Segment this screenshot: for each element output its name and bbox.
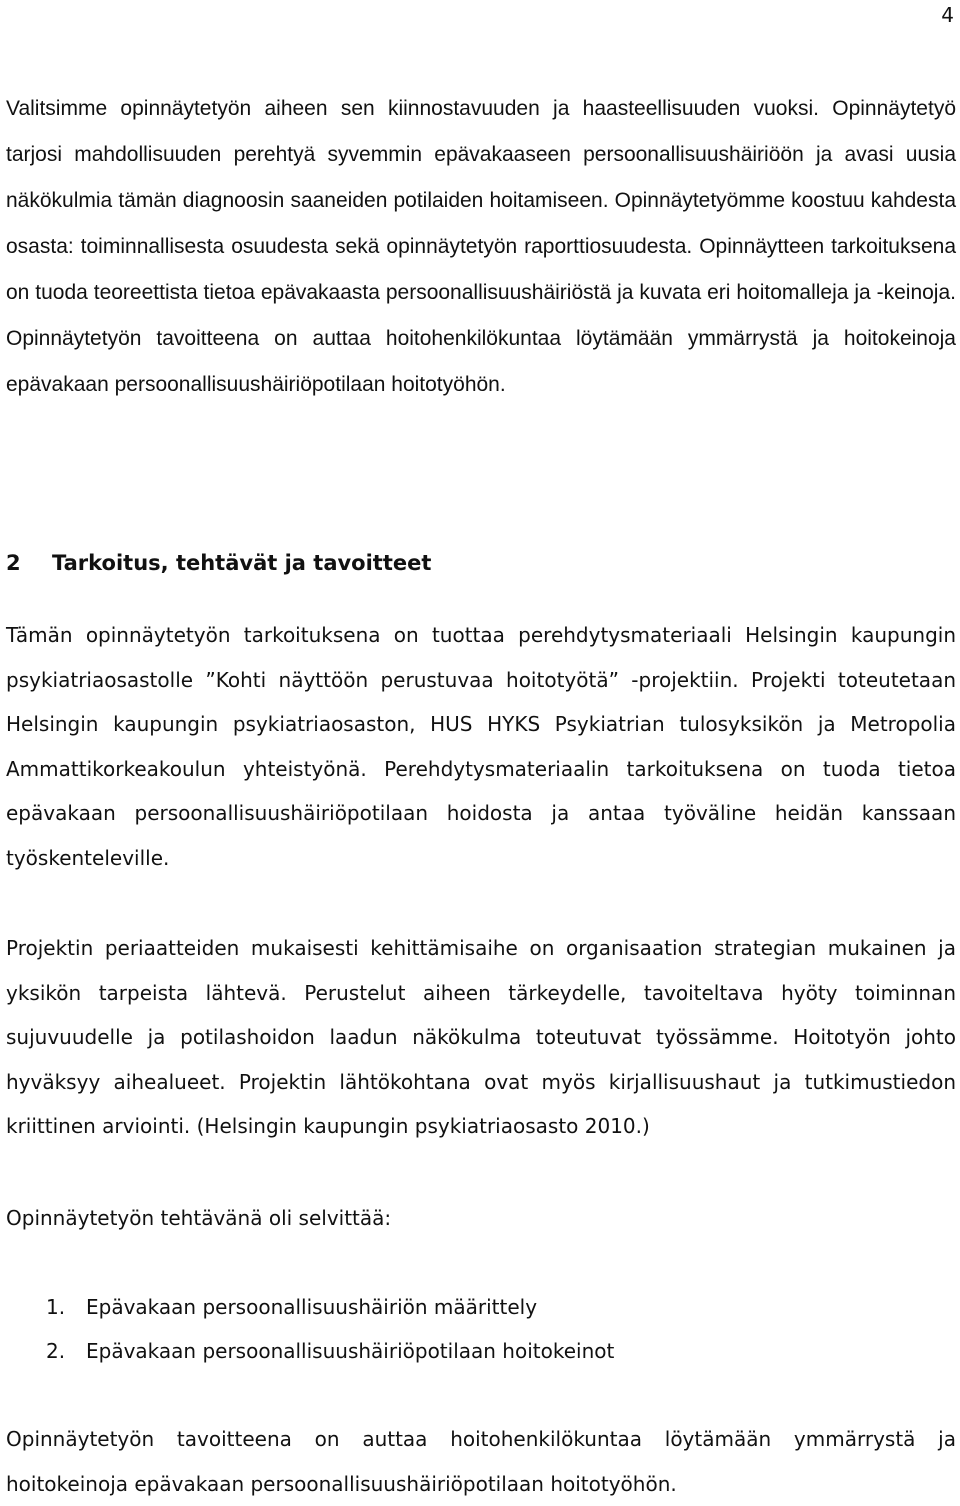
section-title: Tarkoitus, tehtävät ja tavoitteet [52,551,432,575]
page-number: 4 [941,3,954,27]
section-heading [6,545,431,581]
tasks-intro: Opinnäytetyön tehtävänä oli selvittää: [6,1206,392,1230]
purpose-paragraph: Tämän opinnäytetyön tarkoituksena on tuottaa perehdytysmateriaali Helsingin kaupungin psykiatriaosastolle ”Kohti näyttöön perustuvaa hoitotyötä” -projektiin. Projekti toteutetaan Helsingin kaupungin psykiatriaosaston, HUS HYKS Psykiatrian tulosyksikön ja Metropolia Ammattikorkeakoulun yhteistyönä. Perehdytysmateriaalin tarkoituksena on tuoda tietoa epävakaan persoonallisuushäiriöpotilaan hoidosta ja antaa työväline heidän kanssaan työskenteleville. [6,623,956,870]
list-item-text: Epävakaan persoonallisuushäiriön määrittely [86,1295,538,1319]
list-item [0,1285,614,1329]
goal-paragraph: Opinnäytetyön tavoitteena on auttaa hoitohenkilökuntaa löytämään ymmärrystä ja hoitokeinoja epävakaan persoonallisuushäiriöpotilaan hoitotyöhön. [6,1427,956,1496]
project-principles-paragraph: Projektin periaatteiden mukaisesti kehittämisaihe on organisaation strategian mukainen ja yksikön tarpeista lähtevä. Perustelut aiheen tärkeydelle, tavoiteltava hyöty toiminnan sujuvuudelle ja potilashoidon laadun näkökulma toteutuvat työssämme. Hoitotyön johto hyväksyy aihealueet. Projektin lähtökohtana ovat myös kirjallisuushaut ja tutkimustiedon kriittinen arviointi. (Helsingin kaupungin psykiatriaosasto 2010.) [6,936,956,1139]
list-item-text: Epävakaan persoonallisuushäiriöpotilaan hoitokeinot [86,1339,615,1363]
list-item-number: 1. [46,1295,66,1319]
intro-paragraph: Valitsimme opinnäytetyön aiheen sen kiinnostavuuden ja haasteellisuuden vuoksi. Opinnäytetyö tarjosi mahdollisuuden perehtyä syvemmin epävakaaseen persoonallisuushäiriöön ja avasi uusia näkökulmia tämän diagnoosin saaneiden potilaiden hoitamiseen. Opinnäytetyömme koostuu kahdesta osasta: toiminnallisesta osuudesta sekä opinnäytetyön raporttiosuudesta. Opinnäytteen tarkoituksena on tuoda teoreettista tietoa epävakaasta persoonallisuushäiriöstä ja kuvata eri hoitomalleja ja -keinoja. Opinnäytetyön tavoitteena on auttaa hoitohenkilökuntaa löytämään ymmärrystä ja hoitokeinoja epävakaan persoonallisuushäiriöpotilaan hoitotyöhön. [6,97,956,396]
list-item-number: 2. [46,1339,66,1363]
list-item [0,1329,614,1373]
tasks-list [0,1285,614,1373]
section-number: 2 [6,551,21,575]
